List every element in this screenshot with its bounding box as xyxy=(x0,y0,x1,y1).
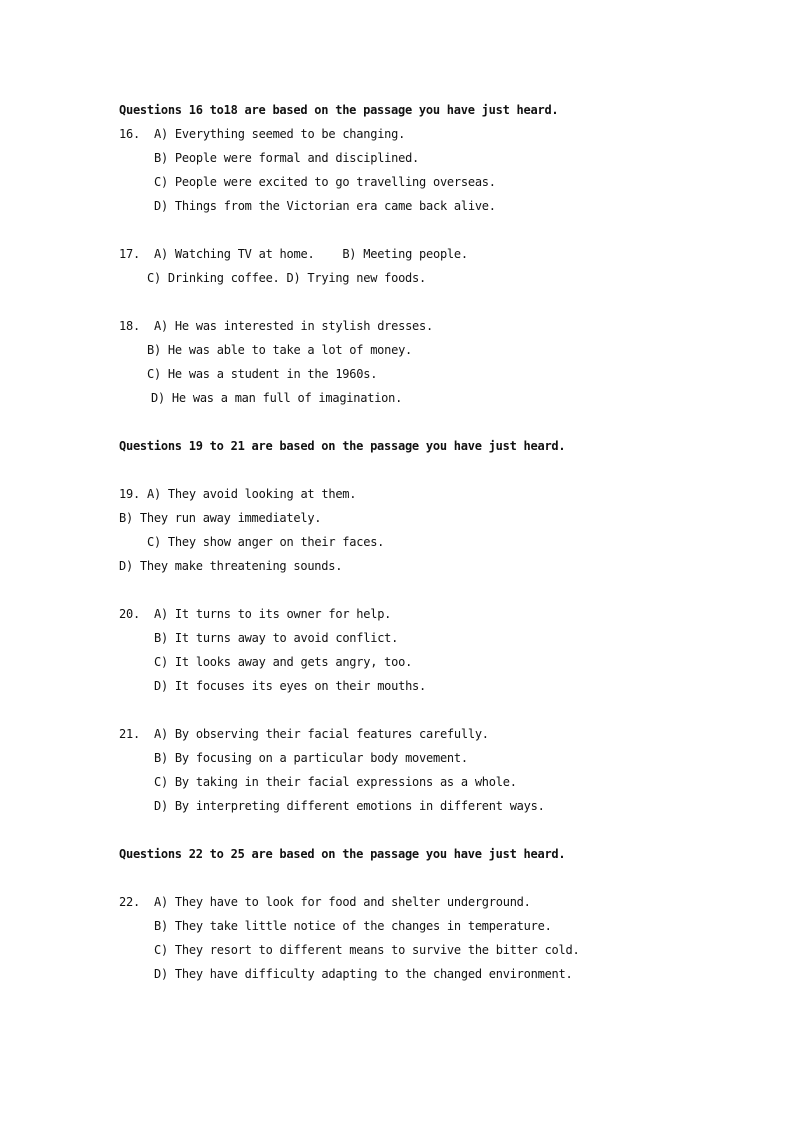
option-c: C) He was a student in the 1960s. xyxy=(147,367,378,381)
question-number: 16. xyxy=(119,127,140,141)
option-b: B) It turns away to avoid conflict. xyxy=(154,631,399,645)
option-d: D) It focuses its eyes on their mouths. xyxy=(154,679,427,693)
question-number: 21. xyxy=(119,727,140,741)
option-c-d: C) Drinking coffee. D) Trying new foods. xyxy=(147,271,426,285)
option-a: A) He was interested in stylish dresses. xyxy=(154,319,433,333)
option-d: D) Things from the Victorian era came back alive. xyxy=(154,199,496,213)
section-heading: Questions 22 to 25 are based on the passage you have just heard. xyxy=(119,847,566,861)
option-d: D) He was a man full of imagination. xyxy=(151,391,403,405)
section-heading: Questions 16 to18 are based on the passage you have just heard. xyxy=(119,103,559,117)
option-a: A) It turns to its owner for help. xyxy=(154,607,392,621)
option-c: C) It looks away and gets angry, too. xyxy=(154,655,413,669)
option-c: C) They show anger on their faces. xyxy=(147,535,385,549)
question-number: 17. xyxy=(119,247,140,261)
option-d: D) They have difficulty adapting to the changed environment. xyxy=(154,967,573,981)
option-a-b: A) Watching TV at home. B) Meeting people. xyxy=(154,247,468,261)
option-b: B) They take little notice of the changes in temperature. xyxy=(154,919,552,933)
question-number: 18. xyxy=(119,319,140,333)
option-b: B) He was able to take a lot of money. xyxy=(147,343,413,357)
option-a: A) Everything seemed to be changing. xyxy=(154,127,406,141)
option-c: C) They resort to different means to survive the bitter cold. xyxy=(154,943,580,957)
option-d: D) They make threatening sounds. xyxy=(119,559,343,573)
section-heading: Questions 19 to 21 are based on the passage you have just heard. xyxy=(119,439,566,453)
option-a: A) By observing their facial features carefully. xyxy=(154,727,489,741)
option-d: D) By interpreting different emotions in different ways. xyxy=(154,799,545,813)
option-c: C) People were excited to go travelling overseas. xyxy=(154,175,496,189)
option-a: A) They have to look for food and shelter underground. xyxy=(154,895,531,909)
question-number: 19. xyxy=(119,487,140,501)
option-c: C) By taking in their facial expressions as a whole. xyxy=(154,775,517,789)
option-b: B) People were formal and disciplined. xyxy=(154,151,420,165)
question-number: 20. xyxy=(119,607,140,621)
option-a: A) They avoid looking at them. xyxy=(147,487,357,501)
option-b: B) By focusing on a particular body movement. xyxy=(154,751,468,765)
option-b: B) They run away immediately. xyxy=(119,511,322,525)
question-number: 22. xyxy=(119,895,140,909)
